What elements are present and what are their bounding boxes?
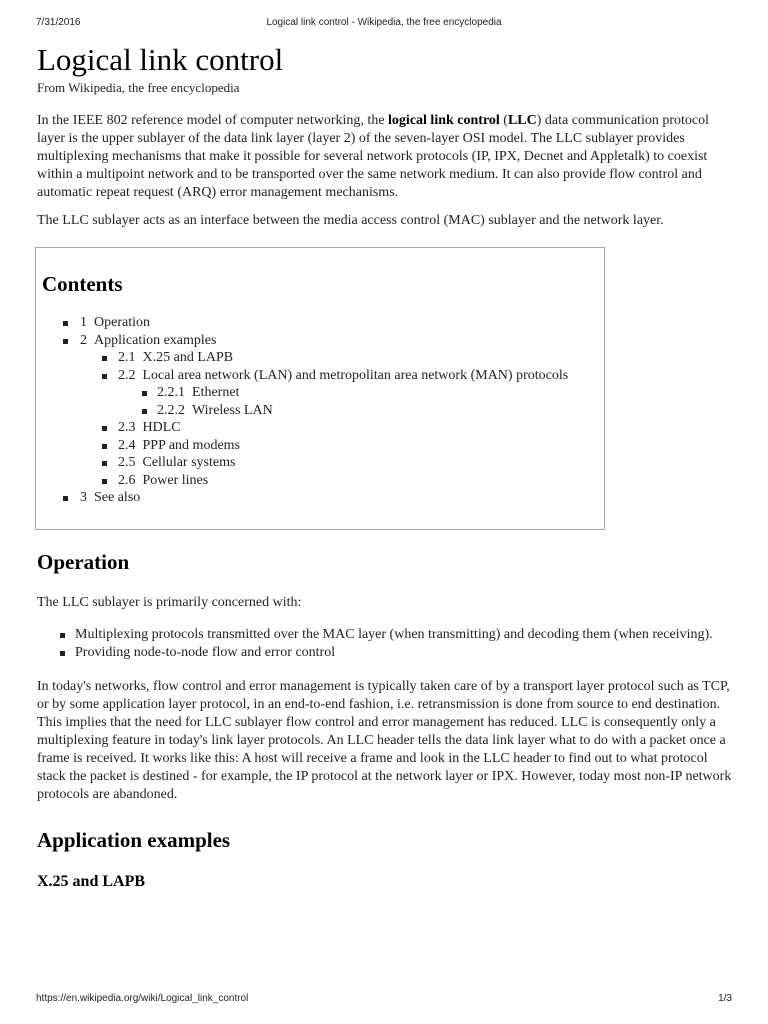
toc-label: Wireless LAN	[192, 402, 273, 418]
print-page-number: 1/3	[718, 993, 732, 1004]
operation-bullets	[37, 626, 733, 662]
toc-number: 2.6	[118, 472, 136, 488]
toc-number: 2.1	[118, 350, 136, 365]
toc-item-ppp-modems[interactable]	[80, 437, 596, 455]
toc-label: X.25 and LAPB	[142, 350, 234, 365]
list-item: Providing node-to-node flow and error control	[37, 644, 733, 662]
intro-text-paren: (	[499, 113, 508, 128]
toc-label: Local area network (LAN) and metropolitan area network (MAN) protocols	[142, 367, 569, 383]
table-of-contents	[35, 247, 605, 530]
toc-item-operation[interactable]	[42, 314, 596, 332]
toc-number: 2.5	[118, 455, 136, 470]
section-heading-operation: Operation	[37, 550, 130, 574]
toc-number: 2.3	[118, 420, 136, 435]
print-page-title: Logical link control - Wikipedia, the free encyclopedia	[266, 17, 502, 28]
toc-number: 2.2	[118, 367, 136, 383]
term-llc: LLC	[507, 113, 537, 128]
toc-label: Cellular systems	[142, 455, 236, 470]
intro-text-start: In the IEEE 802 reference model of computer networking, the	[37, 113, 389, 128]
toc-item-ethernet[interactable]	[118, 384, 596, 402]
print-footer	[36, 993, 732, 1007]
toc-label: Power lines	[142, 472, 209, 488]
toc-number: 1	[80, 315, 87, 330]
toc-item-see-also[interactable]	[42, 489, 596, 507]
term-logical-link-control: logical link control	[388, 113, 500, 128]
intro-paragraph	[37, 112, 733, 202]
print-url: https://en.wikipedia.org/wiki/Logical_link_control	[36, 993, 249, 1004]
toc-label: See also	[94, 490, 141, 505]
intro-text-rest: ) data communication protocol layer is the upper sublayer of the data link layer (layer 2) of the seven-layer OSI model. The LLC sublayer provides multiplexing mechanisms that make it possible for several network protocols (IP, IPX, Decnet and Appletalk) to coexist within a multipoint network and to be transported over the same network medium. It can also provide flow control and automatic repeat request (ARQ) error management mechanisms.	[37, 113, 709, 200]
toc-item-x25-lapb[interactable]	[80, 349, 596, 367]
toc-number: 2.2.2	[157, 402, 185, 418]
print-date: 7/31/2016	[36, 17, 81, 28]
operation-lead: The LLC sublayer is primarily concerned with:	[37, 595, 302, 610]
toc-heading: Contents	[42, 272, 123, 296]
tagline: From Wikipedia, the free encyclopedia	[37, 80, 240, 95]
toc-number: 2	[80, 332, 87, 348]
toc-number: 2.4	[118, 437, 136, 453]
toc-item-power-lines[interactable]	[80, 472, 596, 490]
intro-paragraph-2: The LLC sublayer acts as an interface between the media access control (MAC) sublayer and the network layer.	[37, 213, 664, 228]
toc-label: HDLC	[142, 420, 181, 435]
toc-item-cellular[interactable]	[80, 454, 596, 472]
print-header	[36, 17, 732, 31]
toc-item-lan-man[interactable]	[80, 367, 596, 420]
toc-label: PPP and modems	[142, 437, 240, 453]
toc-sublist	[80, 349, 596, 489]
toc-item-hdlc[interactable]	[80, 419, 596, 437]
page-title: Logical link control	[37, 42, 284, 77]
toc-item-application-examples[interactable]	[42, 332, 596, 490]
toc-label: Ethernet	[192, 385, 240, 400]
operation-paragraph: In today's networks, flow control and error management is typically taken care of by a transport layer protocol such as TCP, or by some application layer protocol, in an end-to-end fashion, i.e. retransmission is done from source to end destination. This implies that the need for LLC sublayer flow control and error management has reduced. LLC is consequently only a multiplexing feature in today's link layer protocols. An LLC header tells the data link layer what to do with a packet once a frame is received. It works like this: A host will receive a frame and look in the LLC header to find out to what protocol stack the packet is destined - for example, the IP protocol at the network layer or IPX. However, today most non-IP network protocols are abandoned.	[37, 679, 732, 802]
toc-label: Operation	[94, 315, 150, 330]
list-item: Multiplexing protocols transmitted over the MAC layer (when transmitting) and decoding them (when receiving).	[37, 626, 733, 644]
section-heading-application-examples: Application examples	[37, 828, 231, 852]
toc-item-wireless-lan[interactable]	[118, 402, 596, 420]
toc-number: 2.2.1	[157, 385, 185, 400]
toc-subsublist	[118, 384, 596, 419]
article-content	[37, 40, 733, 892]
toc-label: Application examples	[94, 332, 217, 348]
toc-list	[42, 314, 596, 507]
subsection-heading-x25-lapb: X.25 and LAPB	[37, 873, 146, 890]
toc-number: 3	[80, 490, 87, 505]
